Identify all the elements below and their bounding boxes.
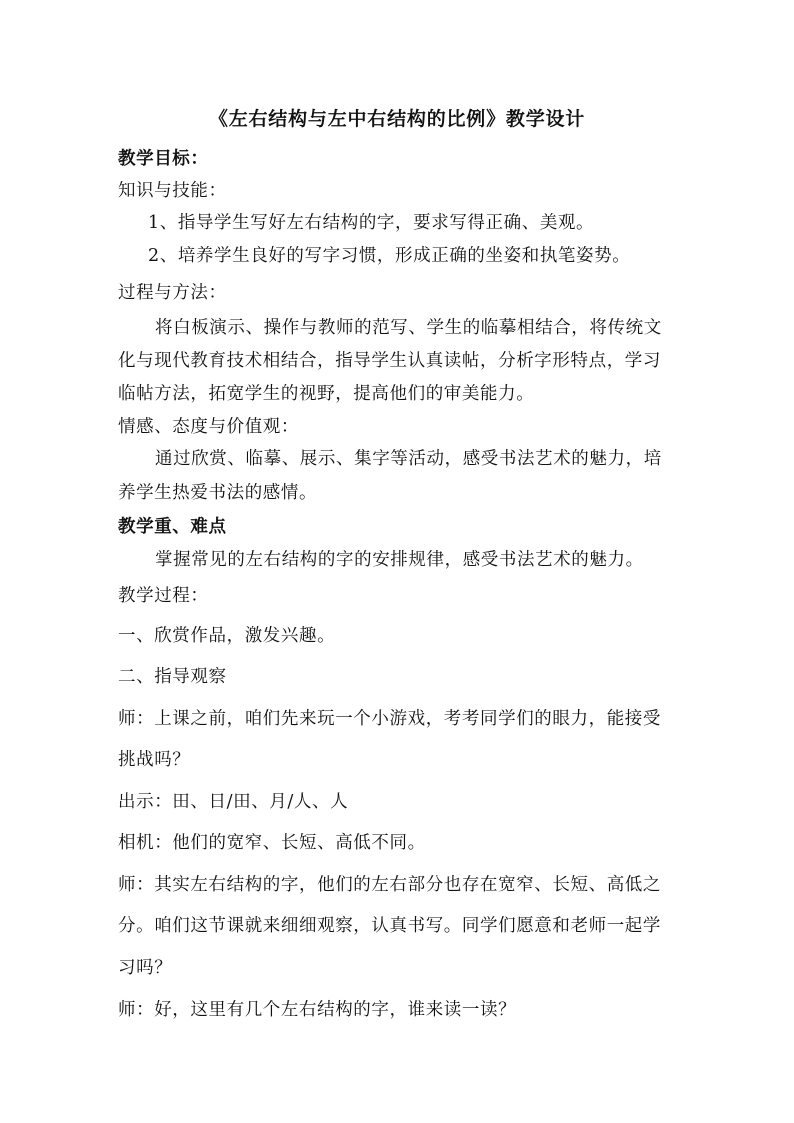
subheading-attitude-values: 情感、态度与价值观： xyxy=(118,417,299,437)
dialogue-line: 分。咱们这节课就来细细观察，认真书写。同学们愿意和老师一起学 xyxy=(118,916,661,936)
process-step-2: 二、指导观察 xyxy=(118,667,227,687)
paragraph-line: 通过欣赏、临摹、展示、集字等活动，感受书法艺术的魅力，培 xyxy=(155,449,662,469)
dialogue-line: 师：其实左右结构的字，他们的左右部分也存在宽窄、长短、高低之 xyxy=(118,875,661,895)
goal-item-1: 1、指导学生写好左右结构的字，要求写得正确、美观。 xyxy=(148,213,595,233)
goal-item-2: 2、培养学生良好的写字习惯，形成正确的坐姿和执笔姿势。 xyxy=(148,246,631,266)
subheading-process-methods: 过程与方法： xyxy=(118,283,227,303)
paragraph-line: 将白板演示、操作与教师的范写、学生的临摹相结合，将传统文 xyxy=(155,318,662,338)
subheading-teaching-process: 教学过程： xyxy=(118,586,209,606)
dialogue-line: 师：上课之前，咱们先来玩一个小游戏，考考同学们的眼力，能接受 xyxy=(118,709,661,729)
dialogue-line: 出示：田、日/田、月/人、人 xyxy=(118,792,349,812)
document-title: 《左右结构与左中右结构的比例》教学设计 xyxy=(208,108,586,130)
heading-key-points: 教学重、难点 xyxy=(118,517,227,537)
paragraph-line: 掌握常见的左右结构的字的安排规律，感受书法艺术的魅力。 xyxy=(155,550,644,570)
dialogue-line: 相机：他们的宽窄、长短、高低不同。 xyxy=(118,833,426,853)
paragraph-line: 化与现代教育技术相结合，指导学生认真读帖，分析字形特点，学习 xyxy=(118,351,661,371)
dialogue-line: 习吗？ xyxy=(118,958,173,978)
paragraph-line: 临帖方法，拓宽学生的视野，提高他们的审美能力。 xyxy=(118,384,535,404)
dialogue-line: 师：好，这里有几个左右结构的字，谁来读一读？ xyxy=(118,1000,517,1020)
heading-teaching-goals: 教学目标： xyxy=(118,149,209,169)
process-step-1: 一、欣赏作品，激发兴趣。 xyxy=(118,626,336,646)
subheading-knowledge-skills: 知识与技能： xyxy=(118,181,227,201)
paragraph-line: 养学生热爱书法的感情。 xyxy=(118,483,318,503)
dialogue-line: 挑战吗？ xyxy=(118,750,191,770)
